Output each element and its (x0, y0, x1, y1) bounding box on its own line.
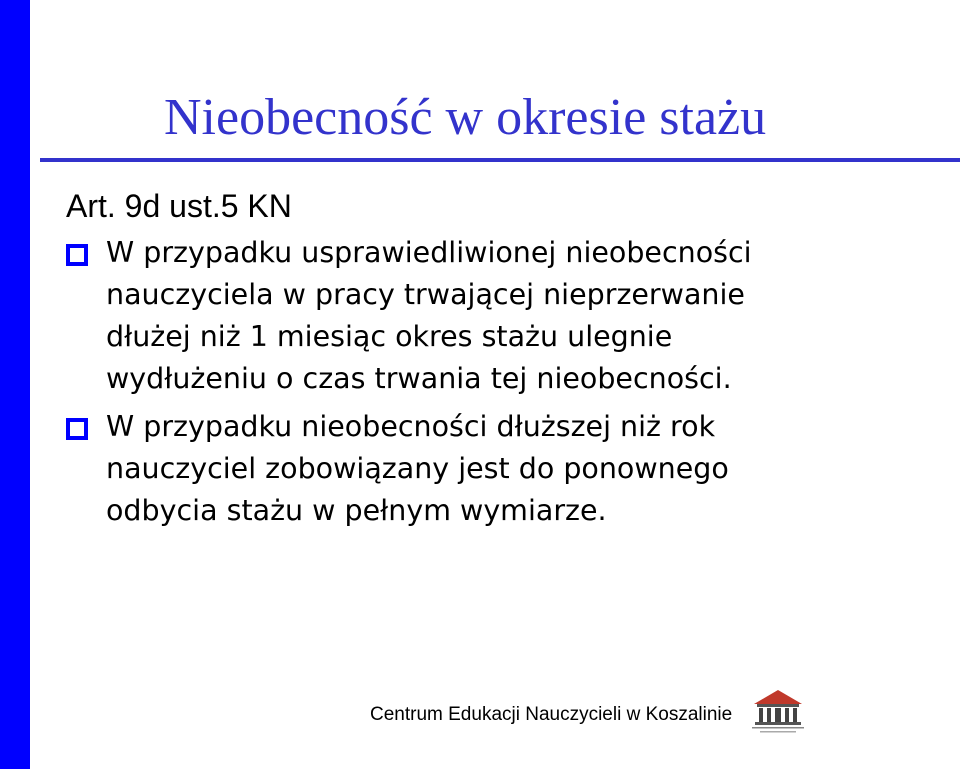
slide-title: Nieobecność w okresie stażu (164, 89, 767, 146)
legal-reference: Art. 9d ust.5 KN (66, 188, 292, 224)
left-accent-bar (0, 0, 30, 769)
bullet-item-1 (66, 232, 946, 400)
square-bullet-icon (66, 418, 88, 440)
bullet-text-2: W przypadku nieobecności dłuższej niż rok nauczyciel zobowiązany jest do ponownego odbycia stażu w pełnym wymiarze. (106, 410, 729, 527)
title-underline (40, 158, 960, 162)
institution-logo-icon (748, 688, 808, 736)
bullet-item-2 (66, 406, 946, 532)
footer-institution: Centrum Edukacji Nauczycieli w Koszalinie (370, 704, 733, 725)
square-bullet-icon (66, 244, 88, 266)
bullet-text-1: W przypadku usprawiedliwionej nieobecności nauczyciela w pracy trwającej nieprzerwanie dłużej niż 1 miesiąc okres stażu ulegnie wydłużeniu o czas trwania tej nieobecności. (106, 236, 752, 395)
